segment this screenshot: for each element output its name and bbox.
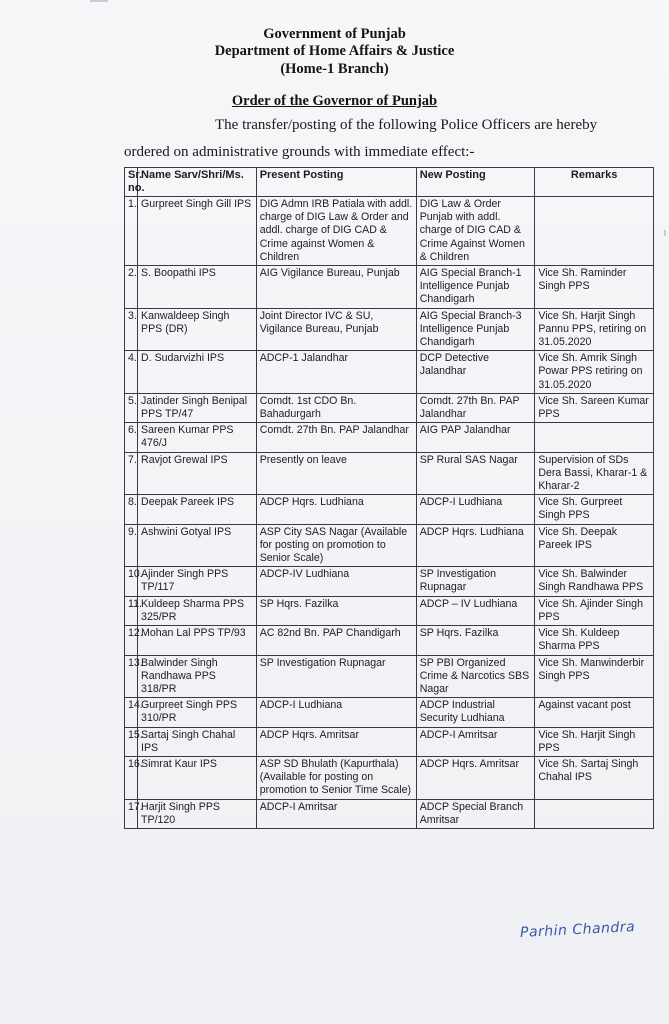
cell-name: Balwinder Singh Randhawa PPS 318/PR	[138, 655, 257, 698]
cell-remarks: Vice Sh. Harjit Singh Pannu PPS, retiring on 31.05.2020	[535, 308, 654, 351]
cell-new-posting: DIG Law & Order Punjab with addl. charge of DIG CAD & Crime Against Women & Children	[416, 197, 535, 266]
handwritten-signature: Parhin Chandra	[519, 918, 636, 942]
table-row	[125, 698, 654, 727]
header-remarks: Remarks	[535, 168, 654, 197]
cell-new-posting: SP Investigation Rupnagar	[416, 567, 535, 596]
cell-new-posting: ADCP Special Branch Amritsar	[416, 799, 535, 828]
cell-remarks: Vice Sh. Kuldeep Sharma PPS	[535, 626, 654, 655]
cell-sr: 12.	[125, 626, 138, 655]
header-government: Government of Punjab	[263, 26, 406, 42]
header-branch: (Home-1 Branch)	[280, 61, 389, 77]
cell-new-posting: ADCP Hqrs. Ludhiana	[416, 524, 535, 567]
cell-sr: 7.	[125, 452, 138, 495]
scan-mark-right	[664, 230, 666, 236]
cell-new-posting: SP Rural SAS Nagar	[416, 452, 535, 495]
cell-remarks: Vice Sh. Gurpreet Singh PPS	[535, 495, 654, 524]
header-sr: Sr. no.	[125, 168, 138, 197]
cell-present-posting: ADCP-I Ludhiana	[256, 698, 416, 727]
table-header-row	[125, 168, 654, 197]
cell-name: Gurpreet Singh PPS 310/PR	[138, 698, 257, 727]
cell-sr: 9.	[125, 524, 138, 567]
cell-present-posting: DIG Admn IRB Patiala with addl. charge of DIG Law & Order and addl. charge of DIG CAD & Crime against Women & Children	[256, 197, 416, 266]
cell-sr: 13.	[125, 655, 138, 698]
cell-remarks: Vice Sh. Sartaj Singh Chahal IPS	[535, 756, 654, 799]
cell-new-posting: ADCP-I Ludhiana	[416, 495, 535, 524]
cell-new-posting: ADCP-I Amritsar	[416, 727, 535, 756]
table-row	[125, 799, 654, 828]
cell-sr: 8.	[125, 495, 138, 524]
cell-name: Sareen Kumar PPS 476/J	[138, 423, 257, 452]
cell-sr: 15.	[125, 727, 138, 756]
cell-present-posting: Joint Director IVC & SU, Vigilance Bureau, Punjab	[256, 308, 416, 351]
cell-present-posting: ADCP-I Amritsar	[256, 799, 416, 828]
table-row	[125, 266, 654, 309]
cell-present-posting: AIG Vigilance Bureau, Punjab	[256, 266, 416, 309]
cell-present-posting: ASP SD Bhulath (Kapurthala) (Available for posting on promotion to Senior Time Scale)	[256, 756, 416, 799]
order-title: Order of the Governor of Punjab	[231, 93, 438, 109]
table-row	[125, 393, 654, 422]
cell-name: Mohan Lal PPS TP/93	[138, 626, 257, 655]
cell-sr: 2.	[125, 266, 138, 309]
table-row	[125, 567, 654, 596]
table-row	[125, 351, 654, 394]
cell-name: S. Boopathi IPS	[138, 266, 257, 309]
cell-new-posting: ADCP Hqrs. Amritsar	[416, 756, 535, 799]
cell-present-posting: Comdt. 1st CDO Bn. Bahadurgarh	[256, 393, 416, 422]
cell-sr: 6.	[125, 423, 138, 452]
cell-present-posting: ADCP-1 Jalandhar	[256, 351, 416, 394]
cell-new-posting: SP PBI Organized Crime & Narcotics SBS Nagar	[416, 655, 535, 698]
cell-remarks: Vice Sh. Sareen Kumar PPS	[535, 393, 654, 422]
table-row	[125, 524, 654, 567]
cell-present-posting: SP Hqrs. Fazilka	[256, 596, 416, 625]
table-row	[125, 197, 654, 266]
table-row	[125, 756, 654, 799]
cell-new-posting: AIG PAP Jalandhar	[416, 423, 535, 452]
cell-remarks: Vice Sh. Manwinderbir Singh PPS	[535, 655, 654, 698]
cell-new-posting: Comdt. 27th Bn. PAP Jalandhar	[416, 393, 535, 422]
cell-remarks: Supervision of SDs Dera Bassi, Kharar-1 & Kharar-2	[535, 452, 654, 495]
cell-name: Jatinder Singh Benipal PPS TP/47	[138, 393, 257, 422]
cell-present-posting: Presently on leave	[256, 452, 416, 495]
cell-remarks	[535, 423, 654, 452]
table-row	[125, 423, 654, 452]
cell-new-posting: DCP Detective Jalandhar	[416, 351, 535, 394]
intro-line-1: The transfer/posting of the following Police Officers are hereby	[215, 117, 598, 133]
cell-remarks: Against vacant post	[535, 698, 654, 727]
transfer-table	[124, 167, 654, 829]
cell-new-posting: AIG Special Branch-3 Intelligence Punjab Chandigarh	[416, 308, 535, 351]
cell-sr: 5.	[125, 393, 138, 422]
cell-name: Kuldeep Sharma PPS 325/PR	[138, 596, 257, 625]
intro-line-2: ordered on administrative grounds with immediate effect:-	[124, 144, 475, 160]
scan-mark-top	[90, 0, 108, 2]
cell-new-posting: AIG Special Branch-1 Intelligence Punjab Chandigarh	[416, 266, 535, 309]
cell-name: Simrat Kaur IPS	[138, 756, 257, 799]
cell-new-posting: ADCP – IV Ludhiana	[416, 596, 535, 625]
cell-present-posting: Comdt. 27th Bn. PAP Jalandhar	[256, 423, 416, 452]
cell-new-posting: SP Hqrs. Fazilka	[416, 626, 535, 655]
cell-name: Gurpreet Singh Gill IPS	[138, 197, 257, 266]
cell-name: Harjit Singh PPS TP/120	[138, 799, 257, 828]
cell-sr: 3.	[125, 308, 138, 351]
cell-name: Deepak Pareek IPS	[138, 495, 257, 524]
cell-present-posting: SP Investigation Rupnagar	[256, 655, 416, 698]
cell-sr: 16.	[125, 756, 138, 799]
cell-present-posting: ADCP Hqrs. Amritsar	[256, 727, 416, 756]
cell-name: Ravjot Grewal IPS	[138, 452, 257, 495]
cell-remarks	[535, 197, 654, 266]
cell-sr: 11.	[125, 596, 138, 625]
cell-name: D. Sudarvizhi IPS	[138, 351, 257, 394]
cell-sr: 4.	[125, 351, 138, 394]
cell-sr: 1.	[125, 197, 138, 266]
cell-name: Sartaj Singh Chahal IPS	[138, 727, 257, 756]
cell-sr: 14.	[125, 698, 138, 727]
cell-sr: 17.	[125, 799, 138, 828]
cell-remarks: Vice Sh. Harjit Singh PPS	[535, 727, 654, 756]
header-new-posting: New Posting	[416, 168, 535, 197]
cell-present-posting: ASP City SAS Nagar (Available for posting on promotion to Senior Scale)	[256, 524, 416, 567]
cell-remarks: Vice Sh. Deepak Pareek IPS	[535, 524, 654, 567]
cell-remarks	[535, 799, 654, 828]
table-row	[125, 596, 654, 625]
cell-new-posting: ADCP Industrial Security Ludhiana	[416, 698, 535, 727]
table-row	[125, 452, 654, 495]
cell-name: Ajinder Singh PPS TP/117	[138, 567, 257, 596]
cell-remarks: Vice Sh. Amrik Singh Powar PPS retiring on 31.05.2020	[535, 351, 654, 394]
table-row	[125, 655, 654, 698]
header-present-posting: Present Posting	[256, 168, 416, 197]
table-row	[125, 308, 654, 351]
table-row	[125, 626, 654, 655]
header-department: Department of Home Affairs & Justice	[214, 43, 455, 59]
table-row	[125, 727, 654, 756]
cell-remarks: Vice Sh. Balwinder Singh Randhawa PPS	[535, 567, 654, 596]
cell-remarks: Vice Sh. Raminder Singh PPS	[535, 266, 654, 309]
cell-sr: 10.	[125, 567, 138, 596]
cell-name: Ashwini Gotyal IPS	[138, 524, 257, 567]
cell-name: Kanwaldeep Singh PPS (DR)	[138, 308, 257, 351]
cell-present-posting: AC 82nd Bn. PAP Chandigarh	[256, 626, 416, 655]
table-row	[125, 495, 654, 524]
cell-present-posting: ADCP Hqrs. Ludhiana	[256, 495, 416, 524]
header-name: Name Sarv/Shri/Ms.	[138, 168, 257, 197]
cell-present-posting: ADCP-IV Ludhiana	[256, 567, 416, 596]
cell-remarks: Vice Sh. Ajinder Singh PPS	[535, 596, 654, 625]
